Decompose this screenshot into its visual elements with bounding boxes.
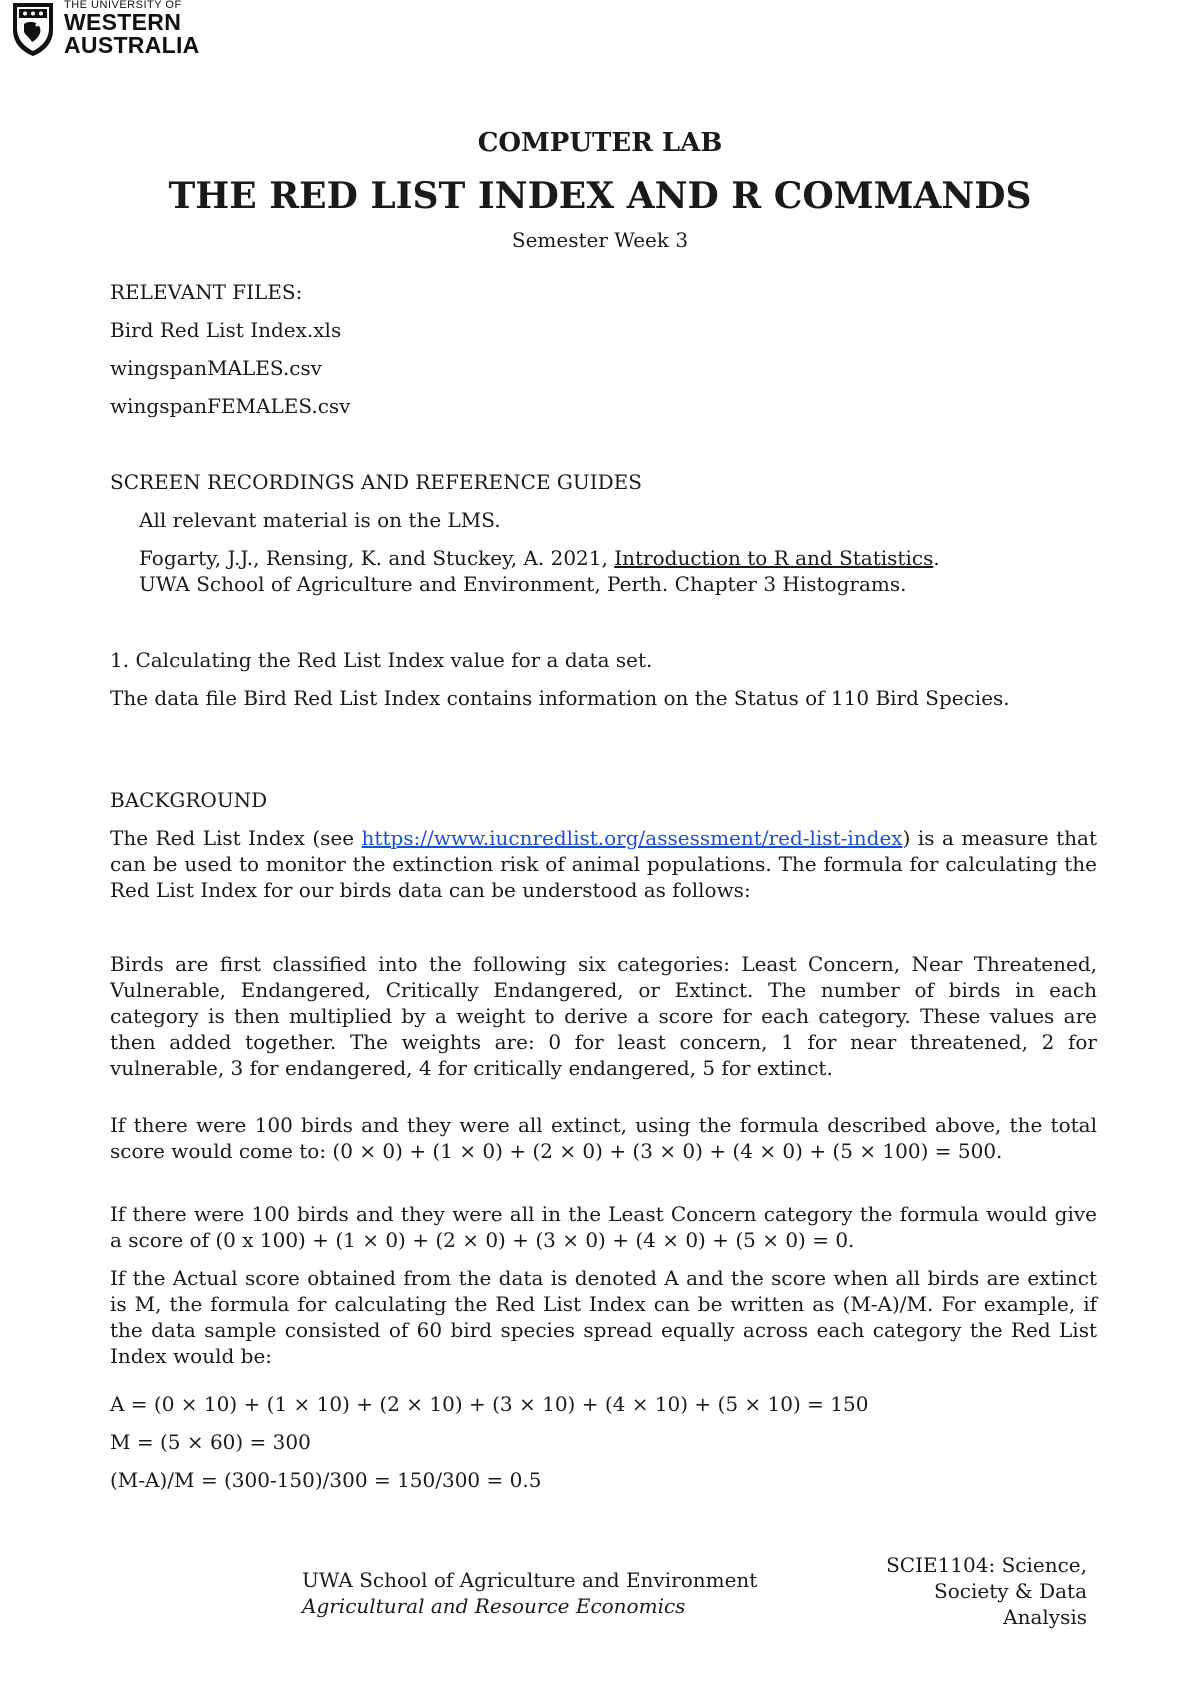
file-item: wingspanMALES.csv: [110, 356, 322, 380]
footer-unit-line-3: Analysis: [1003, 1605, 1087, 1629]
lms-note: All relevant material is on the LMS.: [139, 508, 501, 532]
logo-line-2: WESTERN: [64, 9, 182, 35]
references-heading: SCREEN RECORDINGS AND REFERENCE GUIDES: [110, 470, 642, 494]
citation-title: Introduction to R and Statistics: [614, 546, 934, 570]
background-paragraph-2: Birds are first classified into the following six categories: Least Concern, Near Threatened, Vulnerable, Endangered, Critically Endangered, or Extinct. The number of birds in each category is then multiplied by a weight to derive a score for each category. These values are then added together. The weights are: 0 for least concern, 1 for near threatened, 2 for vulnerable, 3 for endangered, 4 for critically endangered, 5 for extinct.: [110, 952, 1097, 1080]
footer-left: [302, 1567, 757, 1619]
background-paragraph-4: If there were 100 birds and they were all in the Least Concern category the formula would give a score of (0 x 100) + (1 × 0) + (2 × 0) + (3 × 0) + (4 × 0) + (5 × 0) = 0.: [110, 1202, 1097, 1252]
file-item: wingspanFEMALES.csv: [110, 394, 351, 418]
equation-m: M = (5 × 60) = 300: [110, 1430, 311, 1454]
university-logo: [10, 0, 200, 58]
footer-unit-line-1: SCIE1104: Science,: [886, 1553, 1087, 1577]
p1-before: The Red List Index (see: [110, 826, 362, 850]
background-paragraph-3: If there were 100 birds and they were all extinct, using the formula described above, the total score would come to: (0 × 0) + (1 × 0) + (2 × 0) + (3 × 0) + (4 × 0) + (5 × 100) = 500.: [110, 1113, 1097, 1163]
background-paragraph-5: If the Actual score obtained from the data is denoted A and the score when all birds are extinct is M, the formula for calculating the Red List Index can be written as (M-A)/M. For example, if the data sample consisted of 60 bird species spread equally across each category the Red List Index would be:: [110, 1266, 1097, 1368]
citation-prefix: Fogarty, J.J., Rensing, K. and Stuckey, A. 2021,: [139, 546, 615, 570]
files-heading: RELEVANT FILES:: [110, 280, 303, 304]
document-type: COMPUTER LAB: [477, 128, 723, 158]
footer-right: [857, 1552, 1087, 1630]
logo-line-3: AUSTRALIA: [64, 32, 200, 58]
p1-after: ) is a measure that can be used to monitor the extinction risk of animal populations. The formula for calculating the Red List Index for our birds data can be understood as follows:: [110, 826, 1097, 902]
footer-unit-line-2: Society & Data: [934, 1579, 1087, 1603]
section-1-intro: The data file Bird Red List Index contains information on the Status of 110 Bird Species.: [110, 686, 1010, 710]
section-1-heading: 1. Calculating the Red List Index value for a data set.: [110, 648, 653, 672]
citation: [139, 545, 1097, 597]
citation-line2: UWA School of Agriculture and Environment, Perth. Chapter 3 Histograms.: [139, 572, 907, 596]
footer-school: UWA School of Agriculture and Environment: [302, 1568, 758, 1592]
citation-suffix: .: [933, 546, 940, 570]
page-title: THE RED LIST INDEX AND R COMMANDS: [168, 175, 1032, 217]
background-paragraph-1: [110, 825, 1097, 903]
background-heading: BACKGROUND: [110, 788, 268, 812]
equation-a: A = (0 × 10) + (1 × 10) + (2 × 10) + (3 × 10) + (4 × 10) + (5 × 10) = 150: [110, 1392, 869, 1416]
red-list-index-link[interactable]: https://www.iucnredlist.org/assessment/red-list-index: [361, 826, 903, 850]
file-item: Bird Red List Index.xls: [110, 318, 342, 342]
footer-department: Agricultural and Resource Economics: [302, 1594, 686, 1618]
uwa-crest-icon: [10, 0, 56, 58]
page-subtitle: Semester Week 3: [511, 228, 689, 252]
equation-index: (M-A)/M = (300-150)/300 = 150/300 = 0.5: [110, 1468, 542, 1492]
logo-line-1: THE UNIVERSITY OF: [64, 0, 182, 11]
